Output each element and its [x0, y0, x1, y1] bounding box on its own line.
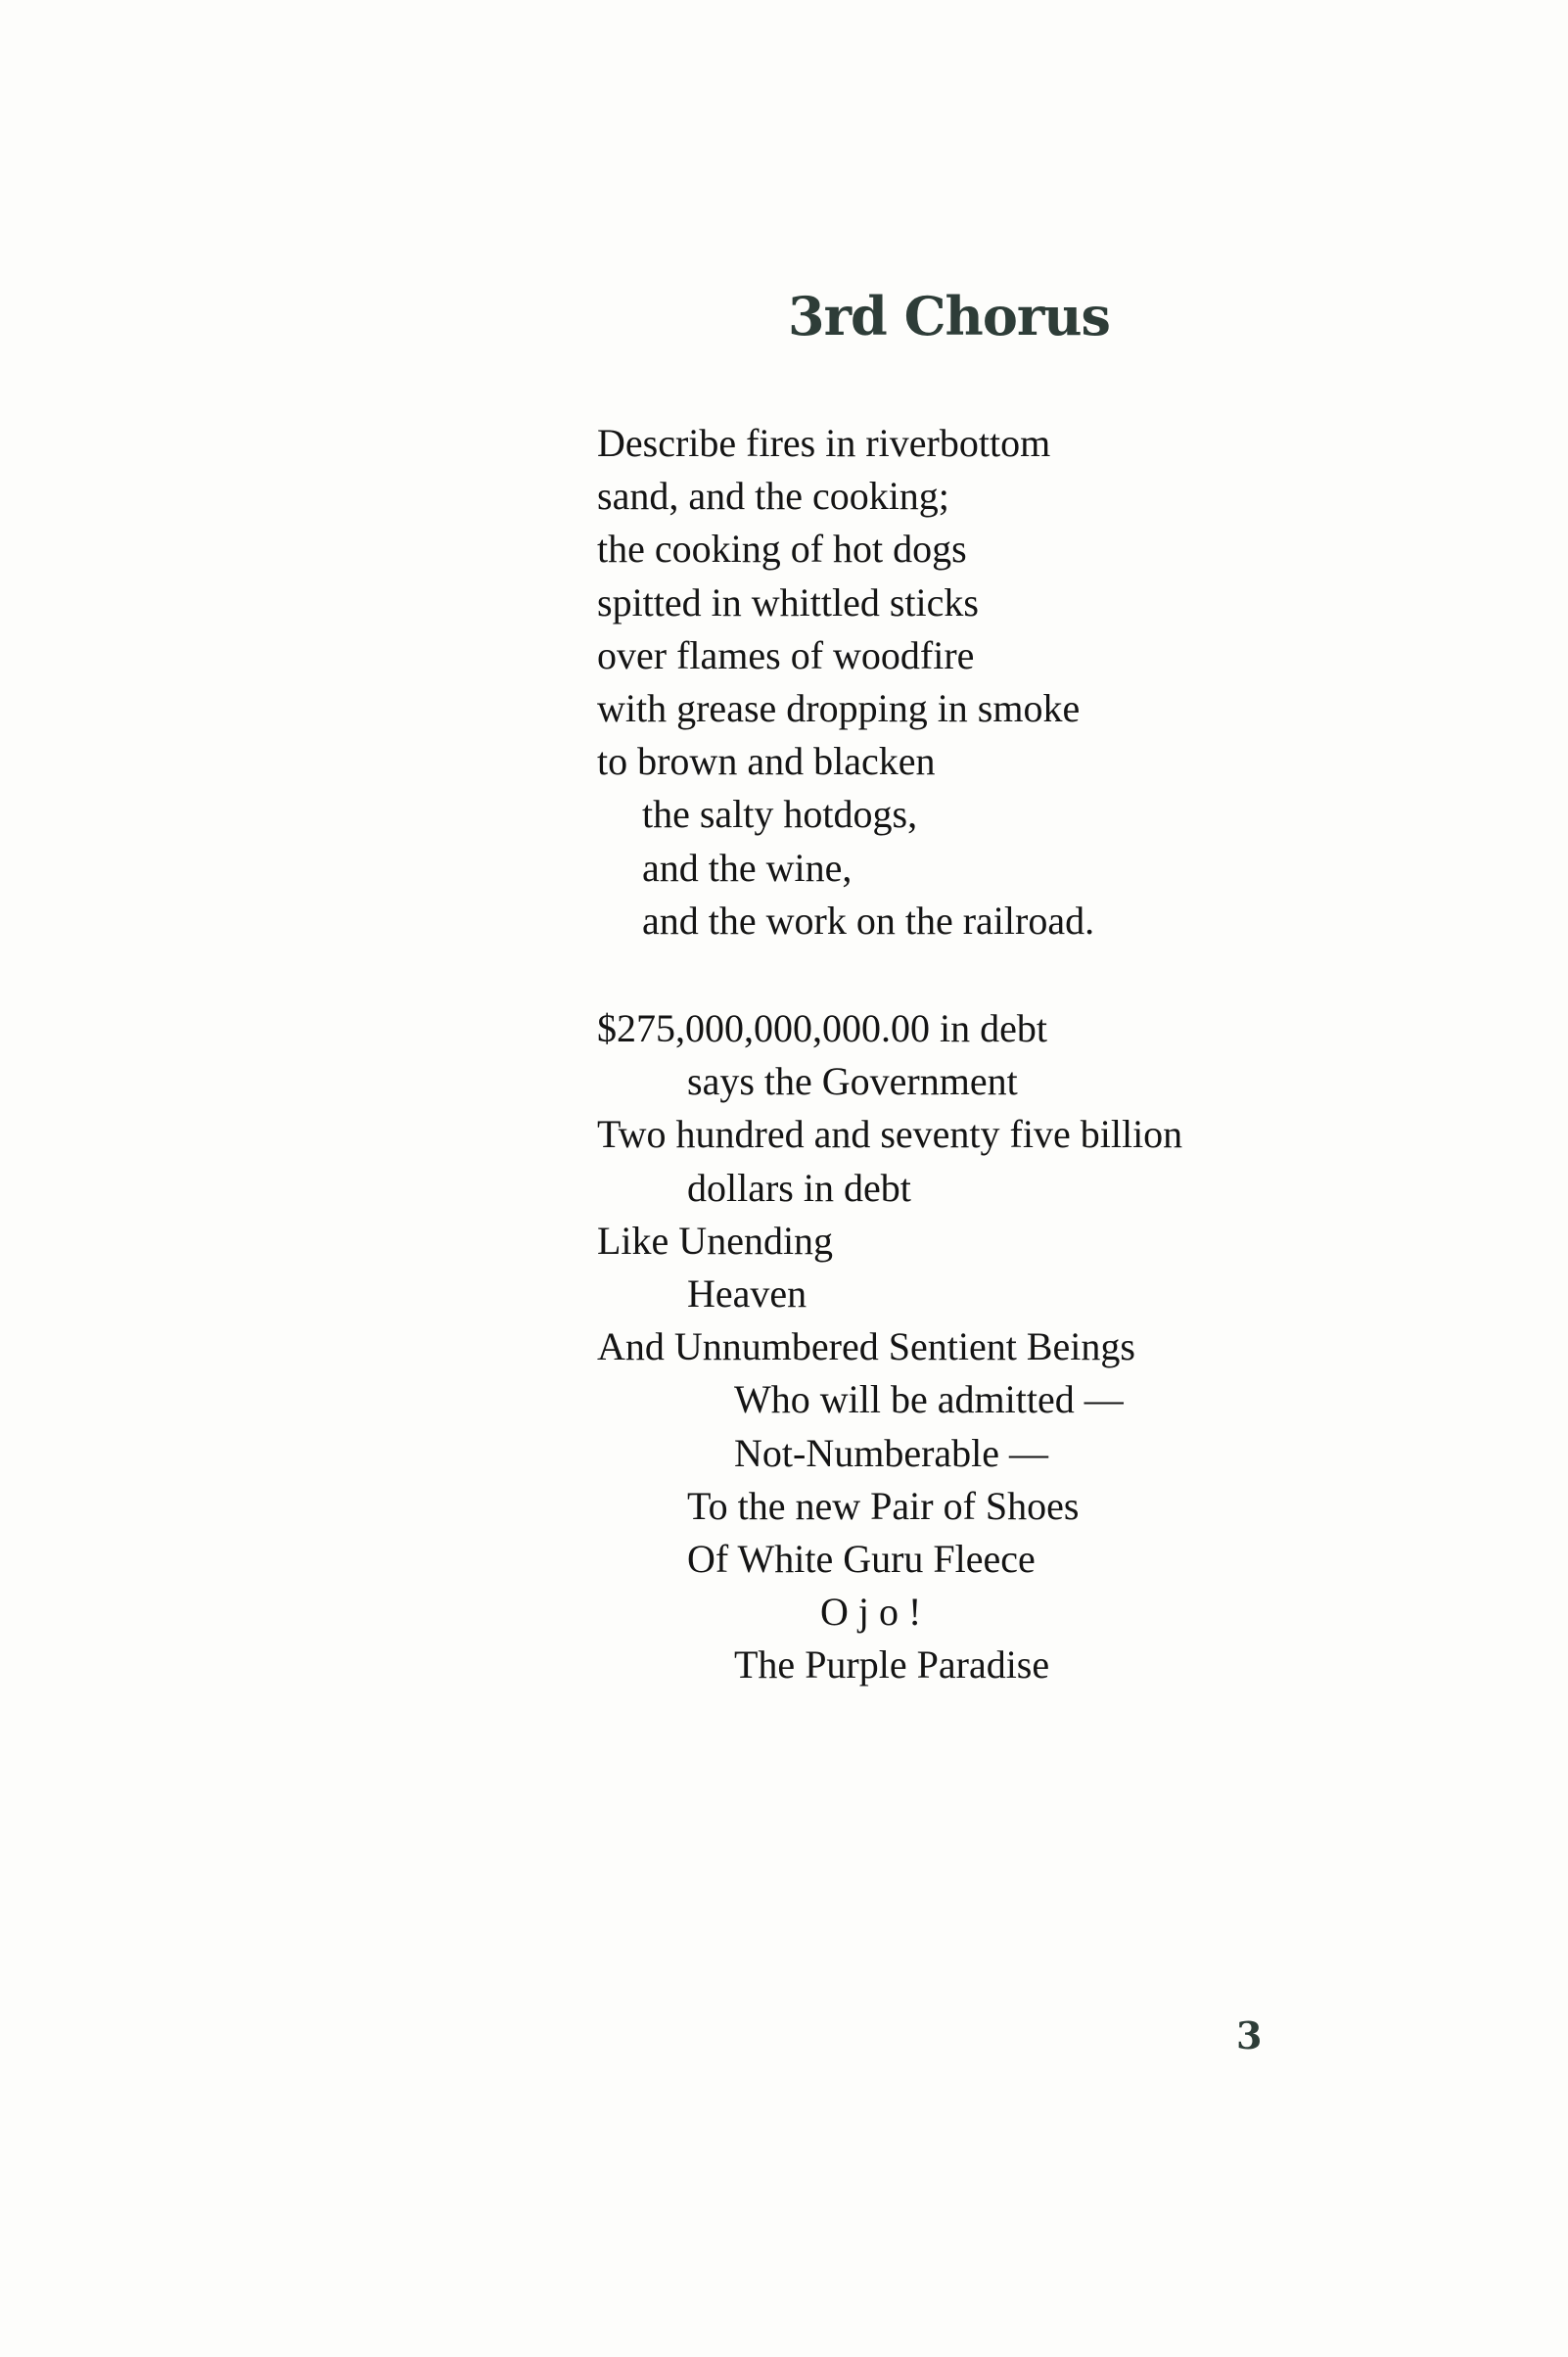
- poem-line: $275,000,000,000.00 in debt: [597, 1006, 1047, 1050]
- poem-line: To the new Pair of Shoes: [687, 1483, 1080, 1528]
- poem-line: dollars in debt: [687, 1165, 911, 1210]
- stanza-2: [597, 1002, 1182, 1692]
- poem-line: Two hundred and seventy five billion: [597, 1112, 1183, 1157]
- poem-line: spitted in whittled sticks: [597, 579, 979, 624]
- poem-line: Like Unending: [597, 1218, 834, 1263]
- poem-line: and the work on the railroad.: [642, 898, 1095, 943]
- poem-line: with grease dropping in smoke: [597, 686, 1081, 731]
- poem-line: the cooking of hot dogs: [597, 527, 967, 572]
- poem-line: to brown and blacken: [597, 739, 936, 784]
- poem-line: over flames of woodfire: [597, 632, 975, 677]
- stanza-1: [597, 417, 1094, 947]
- poem-line: and the wine,: [642, 845, 853, 890]
- poem-line: The Purple Paradise: [734, 1642, 1050, 1687]
- poem-line: And Unnumbered Sentient Beings: [597, 1324, 1135, 1369]
- poem-title: 3rd Chorus: [788, 285, 1110, 347]
- poem-line: sand, and the cooking;: [597, 474, 949, 519]
- poem-line: Heaven: [687, 1271, 807, 1317]
- poem-line: Describe fires in riverbottom: [597, 421, 1051, 465]
- poem-line: Not-Numberable —: [734, 1430, 1049, 1475]
- poem-line: Who will be admitted —: [734, 1377, 1124, 1422]
- poem-line: Of White Guru Fleece: [687, 1537, 1036, 1582]
- page-number: 3: [1236, 2013, 1263, 2057]
- poem-line: O j o !: [820, 1590, 922, 1635]
- poem-line: says the Government: [687, 1059, 1018, 1104]
- poem-line: the salty hotdogs,: [642, 792, 918, 837]
